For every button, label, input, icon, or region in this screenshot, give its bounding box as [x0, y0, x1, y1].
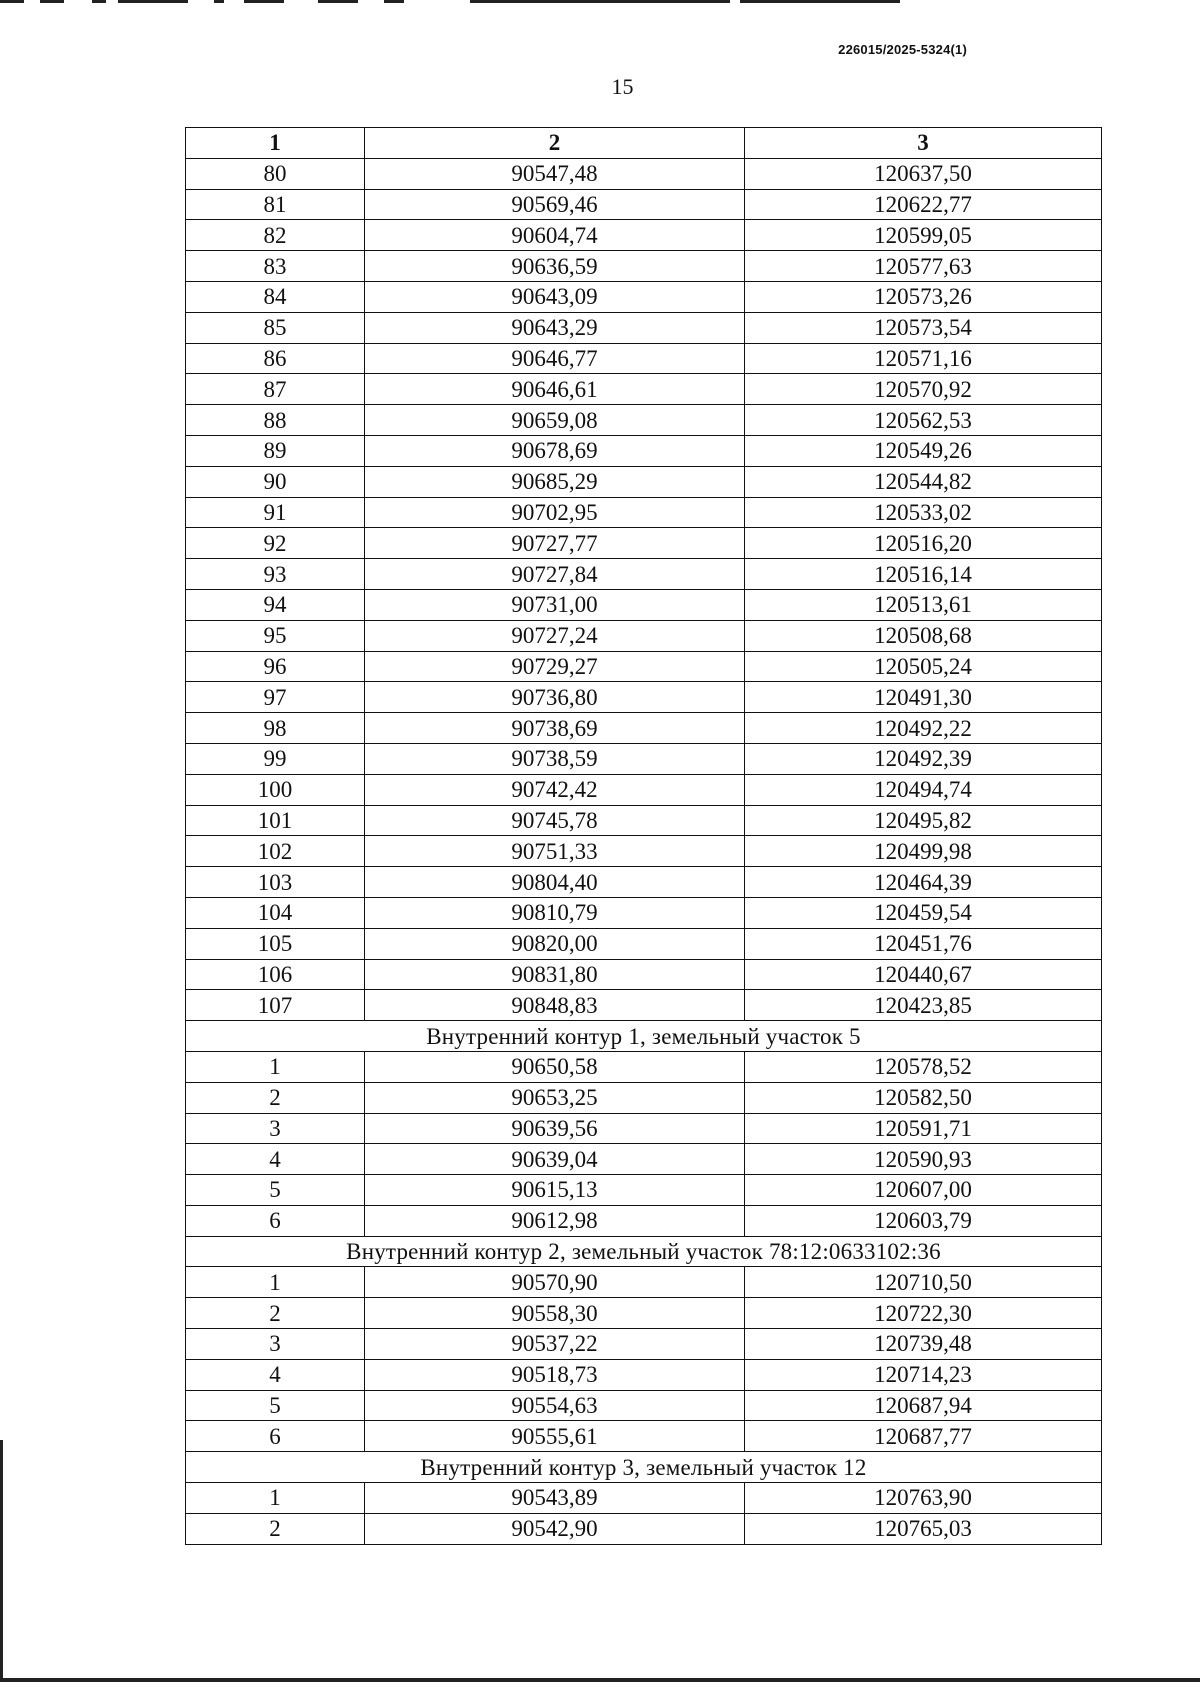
cell-y-coordinate: 120562,53 [745, 405, 1102, 436]
cell-point-number: 107 [186, 990, 365, 1021]
cell-x-coordinate: 90702,95 [365, 497, 745, 528]
cell-x-coordinate: 90751,33 [365, 836, 745, 867]
cell-y-coordinate: 120687,77 [745, 1421, 1102, 1452]
cell-point-number: 104 [186, 897, 365, 928]
table-row [186, 343, 1102, 374]
scan-bottom-edge [0, 1678, 1200, 1682]
cell-x-coordinate: 90643,09 [365, 281, 745, 312]
table-row [186, 589, 1102, 620]
cell-point-number: 85 [186, 312, 365, 343]
cell-y-coordinate: 120582,50 [745, 1082, 1102, 1113]
scan-left-edge [0, 1440, 3, 1680]
cell-x-coordinate: 90615,13 [365, 1175, 745, 1206]
cell-point-number: 100 [186, 774, 365, 805]
table-row [186, 928, 1102, 959]
table-row [186, 374, 1102, 405]
cell-x-coordinate: 90736,80 [365, 682, 745, 713]
cell-x-coordinate: 90558,30 [365, 1298, 745, 1329]
section-title: Внутренний контур 2, земельный участок 78:12:0633102:36 [186, 1236, 1102, 1267]
cell-point-number: 92 [186, 528, 365, 559]
table-row [186, 1113, 1102, 1144]
cell-x-coordinate: 90820,00 [365, 928, 745, 959]
table-row [186, 1483, 1102, 1514]
cell-x-coordinate: 90555,61 [365, 1421, 745, 1452]
cell-y-coordinate: 120505,24 [745, 651, 1102, 682]
table-row [186, 1421, 1102, 1452]
scan-top-edge [0, 0, 1200, 6]
cell-y-coordinate: 120570,92 [745, 374, 1102, 405]
table-row [186, 1359, 1102, 1390]
cell-point-number: 106 [186, 959, 365, 990]
cell-point-number: 91 [186, 497, 365, 528]
cell-x-coordinate: 90727,24 [365, 620, 745, 651]
cell-x-coordinate: 90650,58 [365, 1051, 745, 1082]
cell-point-number: 101 [186, 805, 365, 836]
cell-point-number: 98 [186, 713, 365, 744]
cell-y-coordinate: 120622,77 [745, 189, 1102, 220]
cell-x-coordinate: 90678,69 [365, 435, 745, 466]
cell-y-coordinate: 120590,93 [745, 1144, 1102, 1175]
header-cell-point: 1 [186, 128, 365, 159]
table-row [186, 312, 1102, 343]
cell-x-coordinate: 90646,77 [365, 343, 745, 374]
table-row [186, 528, 1102, 559]
cell-x-coordinate: 90543,89 [365, 1483, 745, 1514]
table-row [186, 620, 1102, 651]
cell-point-number: 5 [186, 1390, 365, 1421]
cell-point-number: 1 [186, 1483, 365, 1514]
cell-point-number: 1 [186, 1051, 365, 1082]
cell-x-coordinate: 90542,90 [365, 1513, 745, 1544]
cell-point-number: 81 [186, 189, 365, 220]
cell-x-coordinate: 90738,69 [365, 713, 745, 744]
cell-x-coordinate: 90831,80 [365, 959, 745, 990]
cell-y-coordinate: 120492,22 [745, 713, 1102, 744]
cell-point-number: 96 [186, 651, 365, 682]
cell-y-coordinate: 120607,00 [745, 1175, 1102, 1206]
cell-point-number: 84 [186, 281, 365, 312]
cell-x-coordinate: 90569,46 [365, 189, 745, 220]
table-row [186, 1082, 1102, 1113]
cell-x-coordinate: 90729,27 [365, 651, 745, 682]
cell-point-number: 4 [186, 1359, 365, 1390]
cell-point-number: 80 [186, 158, 365, 189]
table-row [186, 743, 1102, 774]
cell-x-coordinate: 90518,73 [365, 1359, 745, 1390]
cell-x-coordinate: 90659,08 [365, 405, 745, 436]
cell-x-coordinate: 90731,00 [365, 589, 745, 620]
cell-y-coordinate: 120710,50 [745, 1267, 1102, 1298]
cell-point-number: 6 [186, 1205, 365, 1236]
cell-x-coordinate: 90639,56 [365, 1113, 745, 1144]
cell-point-number: 99 [186, 743, 365, 774]
cell-y-coordinate: 120516,14 [745, 559, 1102, 590]
cell-y-coordinate: 120499,98 [745, 836, 1102, 867]
cell-x-coordinate: 90547,48 [365, 158, 745, 189]
header-cell-y: 3 [745, 128, 1102, 159]
table-row [186, 1390, 1102, 1421]
cell-x-coordinate: 90727,84 [365, 559, 745, 590]
cell-y-coordinate: 120687,94 [745, 1390, 1102, 1421]
cell-y-coordinate: 120464,39 [745, 867, 1102, 898]
cell-y-coordinate: 120599,05 [745, 220, 1102, 251]
cell-y-coordinate: 120491,30 [745, 682, 1102, 713]
table-row [186, 959, 1102, 990]
coordinates-table [185, 127, 1102, 1545]
table-row [186, 189, 1102, 220]
table-row [186, 405, 1102, 436]
cell-point-number: 2 [186, 1513, 365, 1544]
cell-y-coordinate: 120492,39 [745, 743, 1102, 774]
document-number: 226015/2025-5324(1) [838, 42, 967, 57]
cell-y-coordinate: 120451,76 [745, 928, 1102, 959]
cell-y-coordinate: 120577,63 [745, 251, 1102, 282]
table-row [186, 1205, 1102, 1236]
cell-y-coordinate: 120573,54 [745, 312, 1102, 343]
cell-x-coordinate: 90804,40 [365, 867, 745, 898]
cell-point-number: 4 [186, 1144, 365, 1175]
cell-y-coordinate: 120516,20 [745, 528, 1102, 559]
table-row [186, 466, 1102, 497]
cell-y-coordinate: 120508,68 [745, 620, 1102, 651]
table-row [186, 713, 1102, 744]
page-number: 15 [611, 74, 634, 99]
table-row [186, 497, 1102, 528]
section-row [186, 1021, 1102, 1052]
cell-x-coordinate: 90745,78 [365, 805, 745, 836]
cell-x-coordinate: 90653,25 [365, 1082, 745, 1113]
table-row [186, 651, 1102, 682]
cell-y-coordinate: 120423,85 [745, 990, 1102, 1021]
cell-point-number: 2 [186, 1082, 365, 1113]
cell-y-coordinate: 120722,30 [745, 1298, 1102, 1329]
section-title: Внутренний контур 3, земельный участок 12 [186, 1452, 1102, 1483]
cell-point-number: 97 [186, 682, 365, 713]
cell-point-number: 89 [186, 435, 365, 466]
cell-point-number: 105 [186, 928, 365, 959]
cell-y-coordinate: 120714,23 [745, 1359, 1102, 1390]
cell-x-coordinate: 90537,22 [365, 1329, 745, 1360]
cell-y-coordinate: 120571,16 [745, 343, 1102, 374]
table-row [186, 559, 1102, 590]
table-row [186, 867, 1102, 898]
table-row [186, 805, 1102, 836]
table-row [186, 836, 1102, 867]
cell-x-coordinate: 90810,79 [365, 897, 745, 928]
header-cell-x: 2 [365, 128, 745, 159]
table-row [186, 682, 1102, 713]
cell-y-coordinate: 120533,02 [745, 497, 1102, 528]
table-row [186, 774, 1102, 805]
cell-y-coordinate: 120603,79 [745, 1205, 1102, 1236]
table-row [186, 990, 1102, 1021]
table-header-row [186, 128, 1102, 159]
section-title: Внутренний контур 1, земельный участок 5 [186, 1021, 1102, 1052]
cell-y-coordinate: 120578,52 [745, 1051, 1102, 1082]
table-row [186, 220, 1102, 251]
table-row [186, 1051, 1102, 1082]
cell-point-number: 1 [186, 1267, 365, 1298]
cell-point-number: 103 [186, 867, 365, 898]
cell-y-coordinate: 120544,82 [745, 466, 1102, 497]
cell-point-number: 83 [186, 251, 365, 282]
section-row [186, 1236, 1102, 1267]
cell-point-number: 6 [186, 1421, 365, 1452]
table-row [186, 1144, 1102, 1175]
cell-y-coordinate: 120573,26 [745, 281, 1102, 312]
cell-x-coordinate: 90636,59 [365, 251, 745, 282]
table-row [186, 1298, 1102, 1329]
table-row [186, 435, 1102, 466]
section-row [186, 1452, 1102, 1483]
cell-point-number: 86 [186, 343, 365, 374]
table-row [186, 1267, 1102, 1298]
cell-x-coordinate: 90685,29 [365, 466, 745, 497]
table-row [186, 158, 1102, 189]
cell-point-number: 95 [186, 620, 365, 651]
cell-x-coordinate: 90604,74 [365, 220, 745, 251]
cell-y-coordinate: 120495,82 [745, 805, 1102, 836]
cell-y-coordinate: 120637,50 [745, 158, 1102, 189]
table-body [186, 158, 1102, 1544]
table-row [186, 897, 1102, 928]
cell-x-coordinate: 90639,04 [365, 1144, 745, 1175]
cell-x-coordinate: 90612,98 [365, 1205, 745, 1236]
cell-y-coordinate: 120494,74 [745, 774, 1102, 805]
cell-y-coordinate: 120440,67 [745, 959, 1102, 990]
cell-point-number: 88 [186, 405, 365, 436]
cell-point-number: 102 [186, 836, 365, 867]
table-row [186, 1175, 1102, 1206]
cell-y-coordinate: 120763,90 [745, 1483, 1102, 1514]
cell-x-coordinate: 90554,63 [365, 1390, 745, 1421]
cell-x-coordinate: 90848,83 [365, 990, 745, 1021]
cell-y-coordinate: 120549,26 [745, 435, 1102, 466]
cell-x-coordinate: 90742,42 [365, 774, 745, 805]
cell-point-number: 82 [186, 220, 365, 251]
cell-y-coordinate: 120765,03 [745, 1513, 1102, 1544]
cell-x-coordinate: 90738,59 [365, 743, 745, 774]
cell-x-coordinate: 90727,77 [365, 528, 745, 559]
cell-point-number: 5 [186, 1175, 365, 1206]
cell-x-coordinate: 90570,90 [365, 1267, 745, 1298]
cell-point-number: 87 [186, 374, 365, 405]
table-row [186, 281, 1102, 312]
cell-x-coordinate: 90643,29 [365, 312, 745, 343]
cell-point-number: 90 [186, 466, 365, 497]
table-row [186, 1329, 1102, 1360]
cell-point-number: 3 [186, 1329, 365, 1360]
cell-y-coordinate: 120591,71 [745, 1113, 1102, 1144]
cell-y-coordinate: 120739,48 [745, 1329, 1102, 1360]
cell-y-coordinate: 120459,54 [745, 897, 1102, 928]
cell-point-number: 2 [186, 1298, 365, 1329]
table-row [186, 251, 1102, 282]
cell-y-coordinate: 120513,61 [745, 589, 1102, 620]
cell-point-number: 3 [186, 1113, 365, 1144]
cell-point-number: 94 [186, 589, 365, 620]
table-row [186, 1513, 1102, 1544]
cell-x-coordinate: 90646,61 [365, 374, 745, 405]
cell-point-number: 93 [186, 559, 365, 590]
